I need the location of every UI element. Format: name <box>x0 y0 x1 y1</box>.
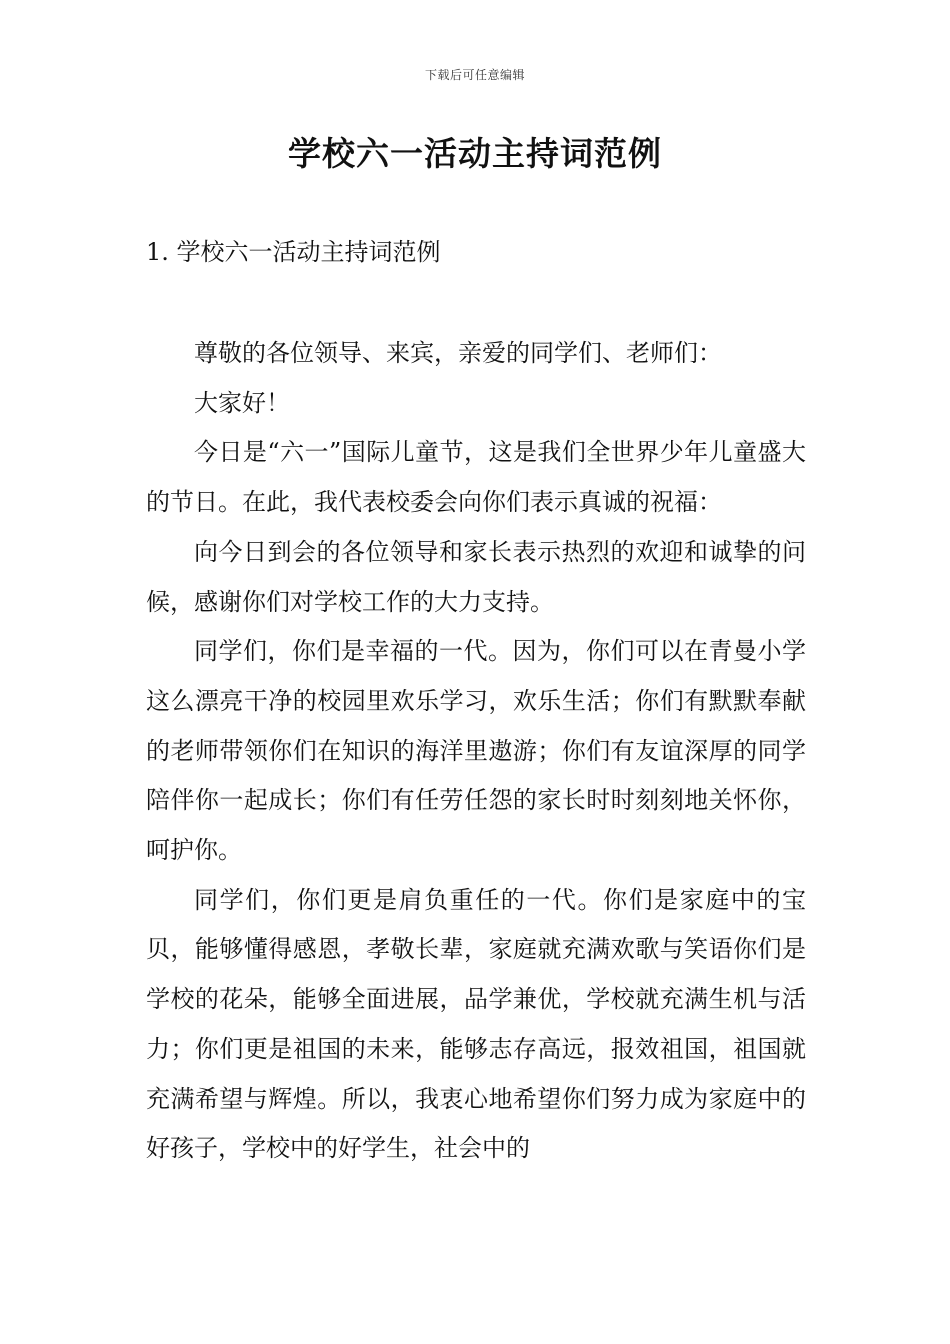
paragraph: 今日是“六一”国际儿童节，这是我们全世界少年儿童盛大的节日。在此，我代表校委会向你们表示真诚的祝福： <box>146 438 806 517</box>
document-title: 学校六一活动主持词范例 <box>288 134 662 173</box>
paragraph-salutation: 尊敬的各位领导、来宾，亲爱的同学们、老师们： <box>194 339 722 367</box>
paragraph: 同学们，你们是幸福的一代。因为，你们可以在青曼小学这么漂亮干净的校园里欢乐学习，欢乐生活；你们有默默奉献的老师带领你们在知识的海洋里遨游；你们有友谊深厚的同学陪伴你一起成长；你们有任劳任怨的家长时时刻刻地关怀你，呵护你。 <box>146 637 806 865</box>
section-heading: 1. 学校六一活动主持词范例 <box>146 238 441 266</box>
header-note: 下载后可任意编辑 <box>424 68 525 82</box>
paragraph: 同学们，你们更是肩负重任的一代。你们是家庭中的宝贝，能够懂得感恩，孝敬长辈，家庭就充满欢歌与笑语你们是学校的花朵，能够全面进展，品学兼优，学校就充满生机与活力；你们更是祖国的未来，能够志存高远，报效祖国，祖国就充满希望与辉煌。所以，我衷心地希望你们努力成为家庭中的好孩子，学校中的好学生，社会中的 <box>146 885 806 1163</box>
body-text <box>146 329 806 1174</box>
paragraph: 向今日到会的各位领导和家长表示热烈的欢迎和诚挚的问候，感谢你们对学校工作的大力支持。 <box>146 537 806 616</box>
paragraph-greeting: 大家好！ <box>194 388 290 417</box>
